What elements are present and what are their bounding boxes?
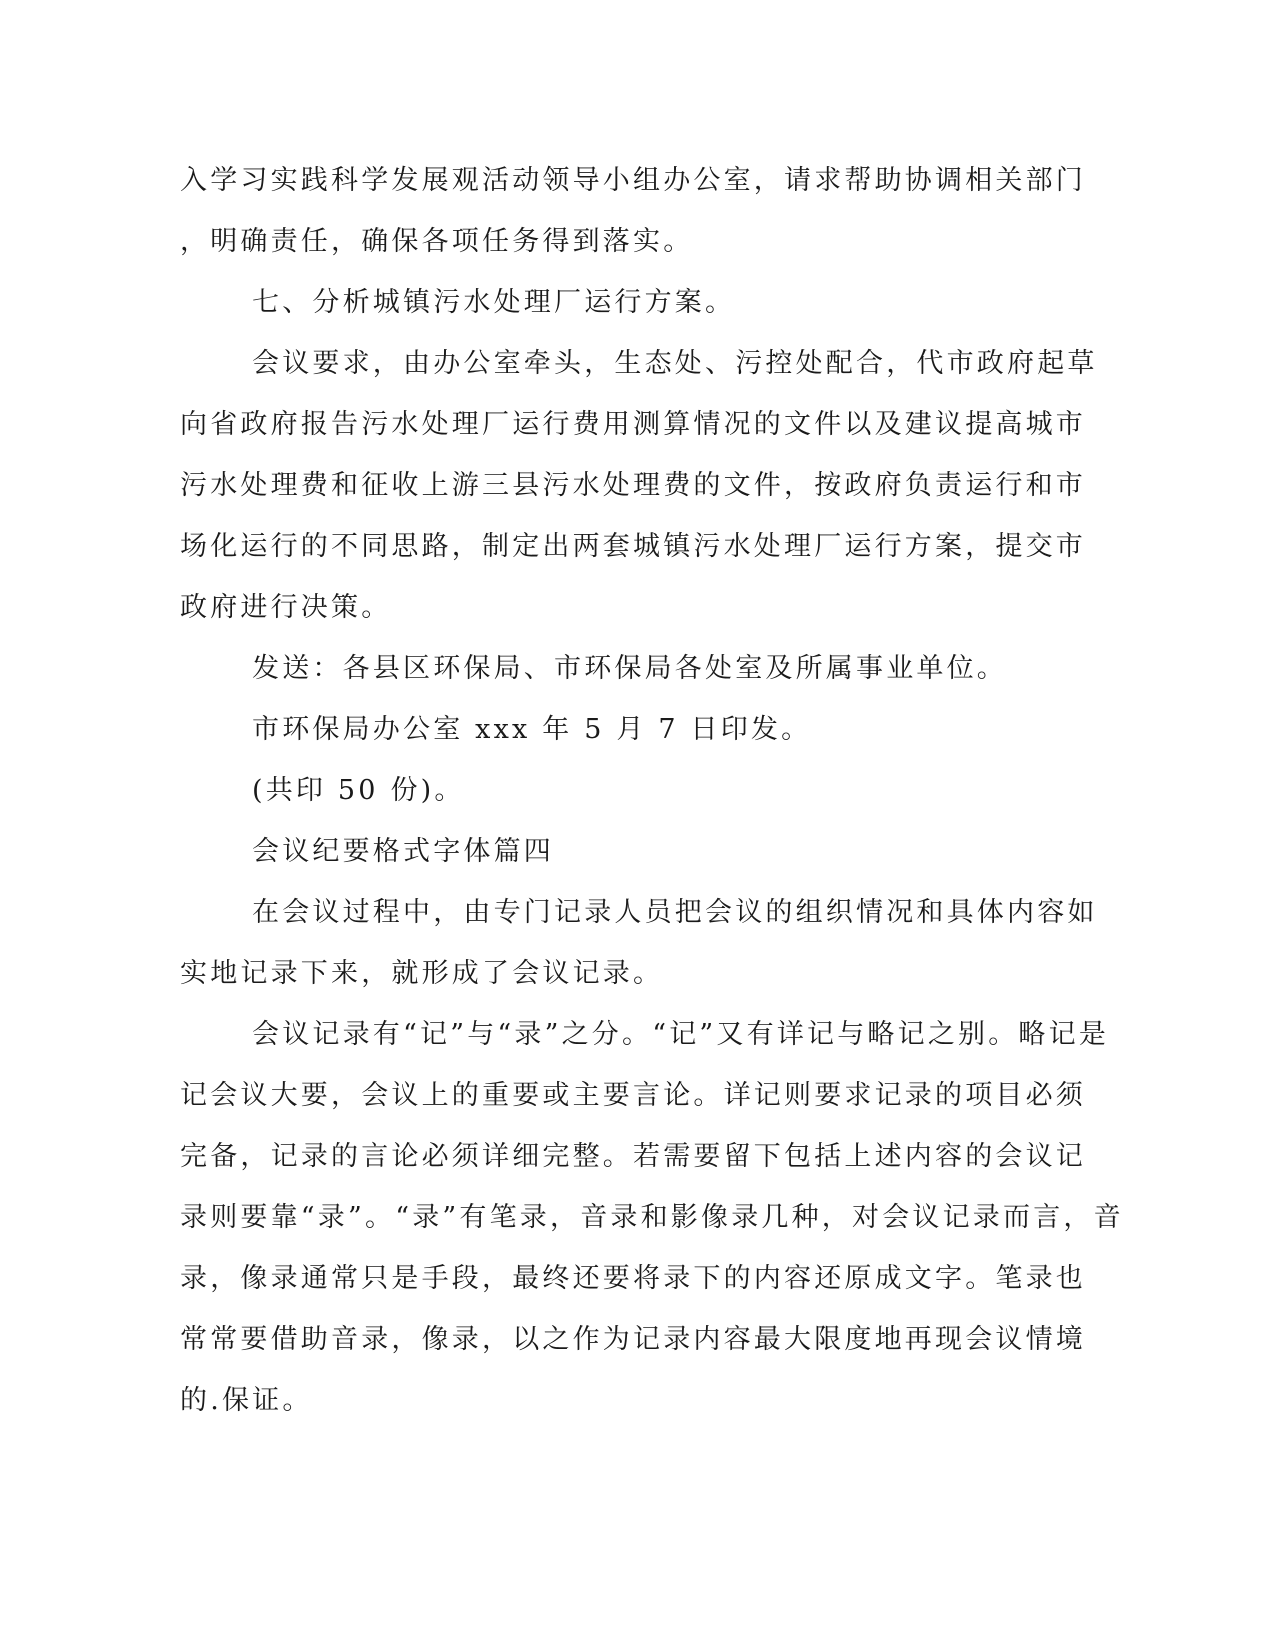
text-line: 完备，记录的言论必须详细完整。若需要留下包括上述内容的会议记 <box>180 1141 1086 1172</box>
text-line: 会议要求，由办公室牵头，生态处、污控处配合，代市政府起草 <box>252 348 1098 379</box>
text-line: 的.保证。 <box>180 1385 313 1416</box>
text-line: 实地记录下来，就形成了会议记录。 <box>180 958 664 989</box>
text-line: ，明确责任，确保各项任务得到落实。 <box>180 226 694 257</box>
text-line: 发送：各县区环保局、市环保局各处室及所属事业单位。 <box>252 653 1007 684</box>
paragraph-1 <box>180 150 1086 272</box>
paragraph-3 <box>180 333 1098 638</box>
document-body <box>180 150 1124 1431</box>
paragraph-copies <box>180 760 1040 821</box>
text-line: (共印 50 份)。 <box>252 775 465 806</box>
text-line: 在会议过程中，由专门记录人员把会议的组织情况和具体内容如 <box>252 897 1098 928</box>
paragraph-2-heading <box>180 272 1040 333</box>
text-line: 政府进行决策。 <box>180 592 392 623</box>
paragraph-distribution <box>180 638 1040 699</box>
text-line: 常常要借助音录，像录，以之作为记录内容最大限度地再现会议情境 <box>180 1324 1086 1355</box>
text-line: 会议纪要格式字体篇四 <box>252 836 554 867</box>
text-line: 录则要靠“录”。“录”有笔录，音录和影像录几种，对会议记录而言，音 <box>180 1202 1124 1233</box>
text-line: 市环保局办公室 xxx 年 5 月 7 日印发。 <box>252 714 812 745</box>
section-heading <box>180 821 1040 882</box>
text-line: 污水处理费和征收上游三县污水处理费的文件，按政府负责运行和市 <box>180 470 1086 501</box>
paragraph-definition <box>180 882 1098 1004</box>
paragraph-issued <box>180 699 1040 760</box>
text-line: 会议记录有“记”与“录”之分。“记”又有详记与略记之别。略记是 <box>252 1019 1110 1050</box>
text-line: 录，像录通常只是手段，最终还要将录下的内容还原成文字。笔录也 <box>180 1263 1086 1294</box>
text-line: 入学习实践科学发展观活动领导小组办公室，请求帮助协调相关部门 <box>180 165 1086 196</box>
text-line: 场化运行的不同思路，制定出两套城镇污水处理厂运行方案，提交市 <box>180 531 1086 562</box>
text-line: 七、分析城镇污水处理厂运行方案。 <box>252 287 736 318</box>
paragraph-record-types <box>180 1004 1124 1431</box>
text-line: 向省政府报告污水处理厂运行费用测算情况的文件以及建议提高城市 <box>180 409 1086 440</box>
text-line: 记会议大要，会议上的重要或主要言论。详记则要求记录的项目必须 <box>180 1080 1086 1111</box>
